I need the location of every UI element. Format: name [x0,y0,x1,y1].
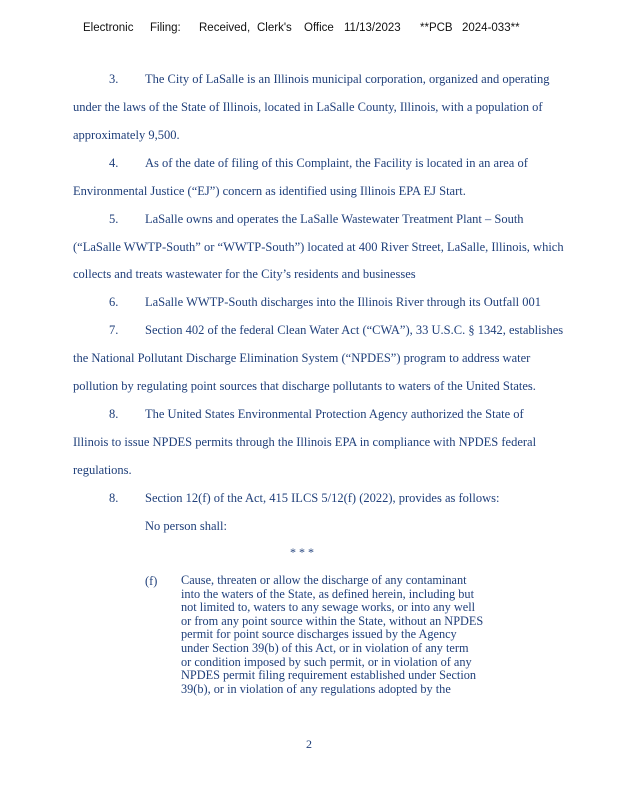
paragraph-number: 8. [109,407,119,421]
paragraph-line: under the laws of the State of Illinois, located in LaSalle County, Illinois, with a population of [73,100,543,114]
quote-line: or from any point source within the State, without an NPDES [181,613,484,628]
paragraph-number: 3. [109,72,119,86]
paragraph-number: 4. [109,156,119,170]
header-office: Office [304,22,334,34]
quote-line: or condition imposed by such permit, or in violation of any [181,654,472,669]
paragraph-line: regulations. [73,463,132,477]
paragraph-line: LaSalle owns and operates the LaSalle Wastewater Treatment Plant – South [145,212,524,226]
paragraph-line: the National Pollutant Discharge Elimination System (“NPDES”) program to address water [73,351,531,365]
header-case-number: 2024-033** [462,22,520,34]
quote-line: NPDES permit filing requirement established under Section [181,668,477,683]
paragraph-line: collects and treats wastewater for the City’s residents and businesses [73,267,416,281]
header-date: 11/13/2023 [344,22,401,34]
quote-line: into the waters of the State, as defined herein, including but [181,586,474,601]
header-filing: Filing: [150,22,181,34]
section-break-stars: * * * [290,545,314,559]
header-pcb: **PCB [420,22,453,34]
paragraph-number: 8. [109,491,119,505]
quote-line: not limited to, waters to any sewage works, or into any well [181,600,476,615]
paragraph-line: pollution by regulating point sources that discharge pollutants to waters of the United States. [73,379,536,393]
quote-line: 39(b), or in violation of any regulations adopted by the [181,681,451,696]
quote-line: Cause, threaten or allow the discharge of any contaminant [181,573,467,587]
quote-subsection-label: (f) [145,574,158,588]
paragraph-line: Illinois to issue NPDES permits through the Illinois EPA in compliance with NPDES federal [73,435,537,449]
header-electronic: Electronic [83,22,134,34]
statute-quote [181,574,511,696]
paragraph-line: As of the date of filing of this Complaint, the Facility is located in an area of [145,156,528,170]
paragraph-line: LaSalle WWTP-South discharges into the Illinois River through its Outfall 001 [145,295,542,309]
quote-line: permit for point source discharges issued by the Agency [181,627,457,642]
page-number: 2 [306,737,312,751]
paragraph-line: Section 402 of the federal Clean Water Act (“CWA”), 33 U.S.C. § 1342, establishes [145,323,564,337]
paragraph-line: Environmental Justice (“EJ”) concern as identified using Illinois EPA EJ Start. [73,184,466,198]
paragraph-line: approximately 9,500. [73,128,180,142]
paragraph-line: The City of LaSalle is an Illinois municipal corporation, organized and operating [145,72,550,86]
header-received: Received, [199,22,251,34]
paragraph-line: (“LaSalle WWTP-South” or “WWTP-South”) located at 400 River Street, LaSalle, Illinois, which [73,240,564,254]
quote-line: under Section 39(b) of this Act, or in violation of any term [181,640,469,655]
paragraph-line: No person shall: [145,519,227,533]
paragraph-number: 5. [109,212,119,226]
paragraph-line: The United States Environmental Protection Agency authorized the State of [145,407,524,421]
paragraph-line: Section 12(f) of the Act, 415 ILCS 5/12(f) (2022), provides as follows: [145,491,500,505]
header-clerks: Clerk's [257,22,292,34]
paragraph-number: 6. [109,295,119,309]
paragraph-number: 7. [109,323,119,337]
